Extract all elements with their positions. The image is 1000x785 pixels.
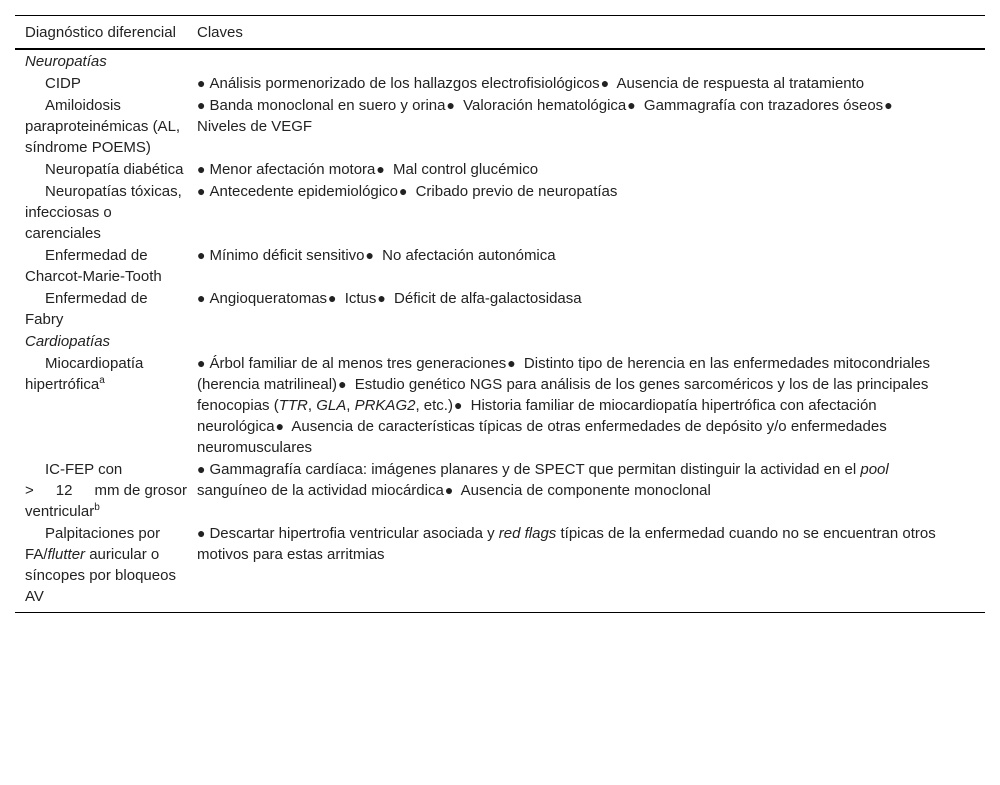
bullet-icon: ● <box>197 461 206 477</box>
table-header <box>15 16 985 50</box>
bullet-icon: ● <box>507 355 516 371</box>
bullet-icon: ● <box>453 397 463 413</box>
diagnosis-neuropatia-diabetica: Neuropatía diabética <box>45 161 184 178</box>
bullet-icon: ● <box>446 97 455 113</box>
bullet-icon: ● <box>197 161 206 177</box>
bullet-icon: ● <box>275 418 285 434</box>
bullet-icon: ● <box>627 97 636 113</box>
header-row <box>15 16 985 50</box>
keys-charcot-marie-tooth: ● Mínimo déficit sensitivo● No afectación autonómica <box>197 247 556 264</box>
gene-prkag2: PRKAG2 <box>354 397 416 414</box>
section-row-cardiopatias <box>15 330 985 352</box>
table-row-cidp <box>15 72 985 94</box>
bullet-icon: ● <box>197 290 206 306</box>
keys-fabry: ● Angioqueratomas● Ictus● Déficit de alfa-galactosidasa <box>197 290 582 307</box>
header-keys: Claves <box>197 24 243 41</box>
bullet-icon: ● <box>398 183 408 199</box>
diagnosis-charcot-marie-tooth: Enfermedad de Charcot-Marie-Tooth <box>25 247 162 285</box>
diagnosis-ic-fep: IC-FEP con <box>45 461 123 478</box>
bullet-icon: ● <box>365 247 374 263</box>
bullet-icon: ● <box>884 97 893 113</box>
diagnosis-cidp: CIDP <box>45 75 81 92</box>
keys-ic-fep: ● Gammagrafía cardíaca: imágenes planares y de SPECT que permitan distinguir la actividad en el pool sanguíneo de la actividad miocárdica● Ausencia de componente monoclonal <box>197 461 889 499</box>
keys-neuropatia-diabetica: ● Menor afectación motora● Mal control glucémico <box>197 161 539 178</box>
table-row-neuropatias-toxicas <box>15 180 985 244</box>
diagnosis-neuropatias-toxicas: Neuropatías tóxicas, infecciosas o carenciales <box>25 183 182 242</box>
bullet-icon: ● <box>444 482 454 498</box>
bullet-icon: ● <box>377 290 386 306</box>
gene-gla: GLA <box>316 397 347 414</box>
table-row-amiloidosis <box>15 94 985 158</box>
table-row-fabry <box>15 287 985 330</box>
bullet-icon: ● <box>197 355 206 371</box>
diagnosis-amiloidosis: Amiloidosis paraproteinémicas (AL, síndrome POEMS) <box>25 97 181 156</box>
diagnosis-fabry: Enfermedad de Fabry <box>25 290 148 328</box>
diagnosis-miocardiopatia-hipertrofica: Miocardiopatía hipertrófica <box>25 355 144 393</box>
bullet-icon: ● <box>197 183 206 199</box>
bullet-icon: ● <box>376 161 385 177</box>
keys-cidp: ● Análisis pormenorizado de los hallazgos electrofisiológicos● Ausencia de respuesta al tratamiento <box>197 75 865 92</box>
bullet-icon: ● <box>197 247 206 263</box>
table-row-charcot-marie-tooth <box>15 244 985 287</box>
bullet-icon: ● <box>328 290 337 306</box>
diagnosis-palpitaciones: Palpitaciones por FA/flutter auricular o síncopes por bloqueos AV <box>25 525 176 605</box>
table-row-ic-fep: IC-FEP con > 12 mm de grosor ventricular$^b$ ● Gammagrafía cardíaca: imágenes planares y de SPECT que permitan distinguir la actividad en el pool sanguíneo de la actividad miocárdica● Ausencia de componente monoclonal <box>15 458 985 522</box>
table-row-palpitaciones <box>15 522 985 613</box>
bullet-icon: ● <box>600 75 610 91</box>
footnote-marker-a[interactable]: a <box>99 375 105 386</box>
keys-neuropatias-toxicas: ● Antecedente epidemiológico● Cribado previo de neuropatías <box>197 183 618 200</box>
footnote-marker-b[interactable]: b <box>94 502 100 513</box>
bullet-icon: ● <box>197 75 206 91</box>
gene-ttr: TTR <box>278 397 308 414</box>
keys-miocardiopatia-hipertrofica: ● Árbol familiar de al menos tres generaciones● Distinto tipo de herencia en las enfermedades mitocondriales (herencia matrilineal)● Estudio genético NGS para análisis de los genes sarcoméricos y los de las principales fenocopias (TTR, GLA, PRKAG2, etc.)● Historia familiar de miocardiopatía hipertrófica con afectación neurológica● Ausencia de características típicas de otras enfermedades de depósito y/o enfermedades neuromusculares <box>197 355 930 456</box>
differential-diagnosis-table-container <box>15 15 985 613</box>
keys-palpitaciones: ● Descartar hipertrofia ventricular asociada y red flags típicas de la enfermedad cuando no se encuentran otros motivos para estas arritmias <box>197 525 936 563</box>
header-diagnosis: Diagnóstico diferencial <box>25 24 176 41</box>
keys-amiloidosis: ● Banda monoclonal en suero y orina● Valoración hematológica● Gammagrafía con trazadores óseos● Niveles de VEGF <box>197 97 893 135</box>
section-title: Cardiopatías <box>25 333 111 350</box>
table-body <box>15 49 985 613</box>
section-title: Neuropatías <box>25 53 107 70</box>
bullet-icon: ● <box>197 97 206 113</box>
differential-diagnosis-table <box>15 15 985 613</box>
table-row-neuropatia-diabetica <box>15 158 985 180</box>
table-row-miocardiopatia-hipertrofica <box>15 352 985 458</box>
bullet-icon: ● <box>197 525 206 541</box>
section-row-neuropatias <box>15 49 985 72</box>
bullet-icon: ● <box>338 376 347 392</box>
